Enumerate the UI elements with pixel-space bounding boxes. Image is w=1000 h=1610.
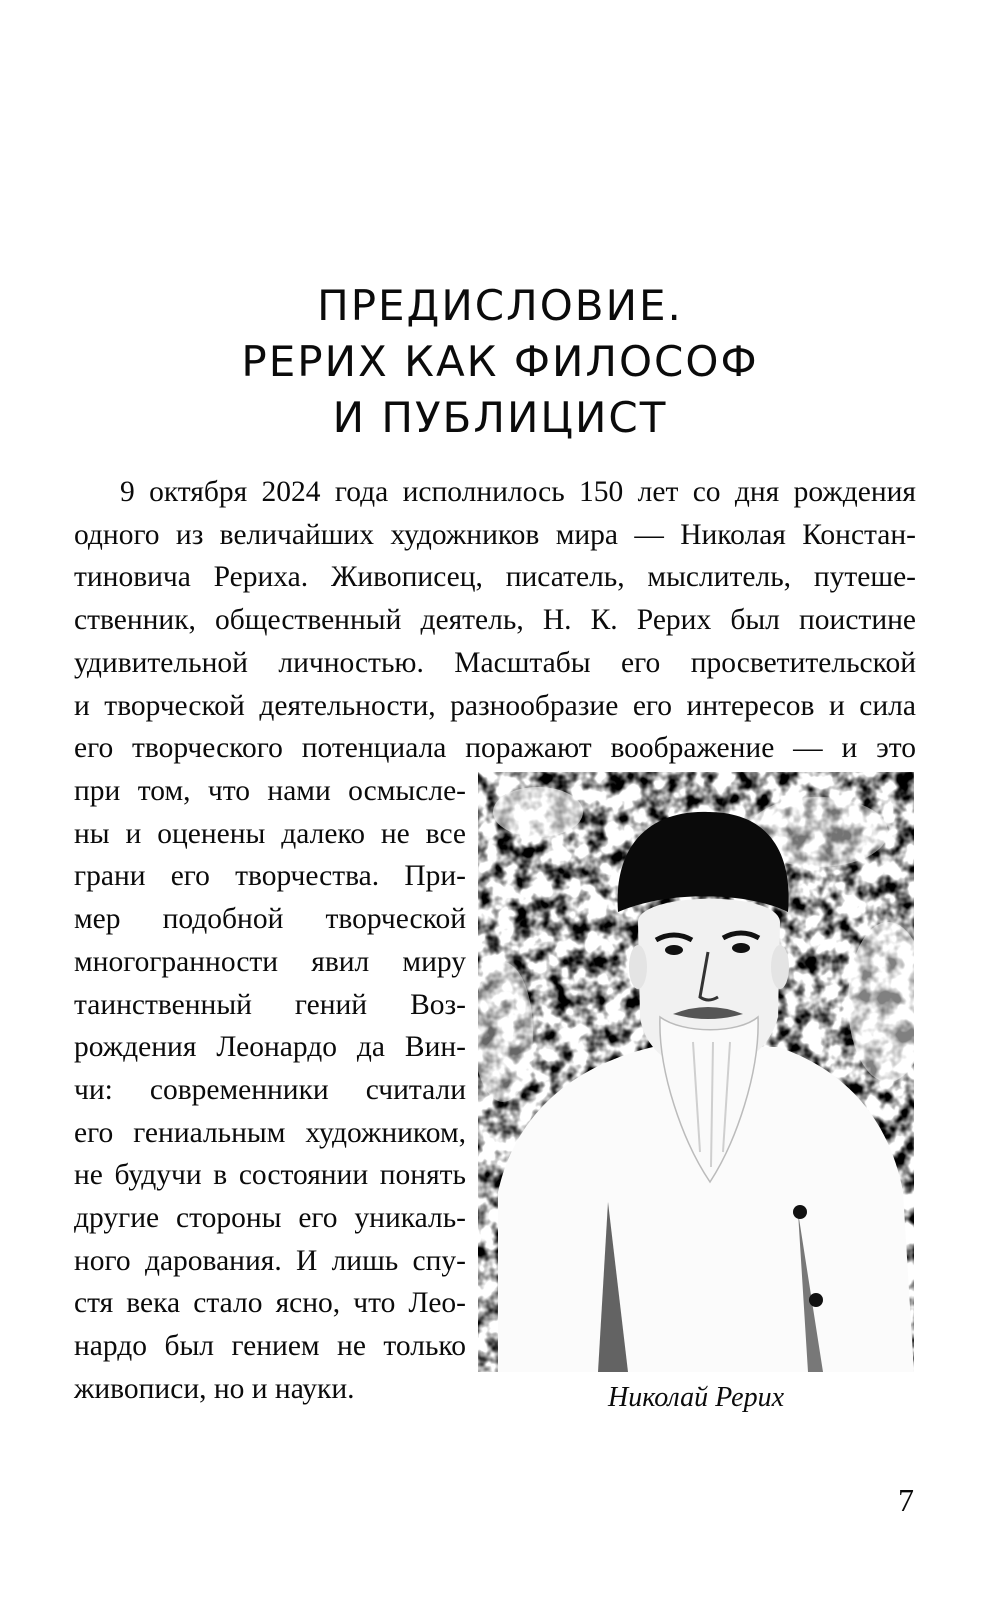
heading-line: РЕРИХ КАК ФИЛОСОФ	[241, 337, 759, 386]
text-line: ны и оценены далеко не все	[74, 817, 466, 850]
text-line: чи: современники считали	[74, 1073, 466, 1106]
portrait-photo	[478, 772, 914, 1372]
text-line: нардо был гением не только	[74, 1330, 466, 1363]
photo-caption: Николай Рерих	[607, 1382, 785, 1413]
text-line: его гениальным художником,	[74, 1116, 466, 1149]
text-line: тиновича Рериха. Живописец, писатель, мыслитель, путеше-	[74, 561, 916, 594]
text-line: 9 октября 2024 года исполнилось 150 лет со дня рождения	[120, 476, 916, 508]
text-line: и творческой деятельности, разнообразие его интересов и сила	[74, 689, 916, 722]
text-line: мер подобной творческой	[74, 903, 466, 936]
text-line: не будучи в состоянии понять	[74, 1159, 466, 1192]
text-line: его творческого потенциала поражают воображение — и это	[74, 732, 916, 765]
text-line: ного дарования. И лишь спу-	[74, 1244, 466, 1277]
heading-line: ПРЕДИСЛОВИЕ.	[317, 281, 683, 330]
text-line: живописи, но и науки.	[74, 1372, 355, 1405]
text-line: одного из величайших художников мира — Николая Констан-	[74, 518, 916, 551]
text-line: грани его творчества. При-	[74, 860, 466, 893]
text-line: удивительной личностью. Масштабы его просветительской	[74, 646, 916, 679]
text-line: многогранности явил миру	[74, 945, 466, 978]
text-line: другие стороны его уникаль-	[74, 1202, 466, 1235]
text-line: рождения Леонардо да Вин-	[74, 1031, 466, 1064]
chapter-heading	[0, 278, 1000, 446]
intro-paragraph	[74, 471, 916, 770]
wrapped-paragraph	[74, 770, 466, 1411]
heading-line: И ПУБЛИЦИСТ	[332, 393, 668, 442]
text-line: ственник, общественный деятель, Н. К. Рерих был поистине	[74, 604, 916, 637]
text-line: стя века стало ясно, что Лео-	[74, 1287, 466, 1320]
portrait-illustration	[478, 772, 914, 1372]
page-number: 7	[898, 1482, 914, 1518]
text-line: при том, что нами осмысле-	[74, 775, 466, 807]
text-line: таинственный гений Воз-	[74, 988, 466, 1021]
